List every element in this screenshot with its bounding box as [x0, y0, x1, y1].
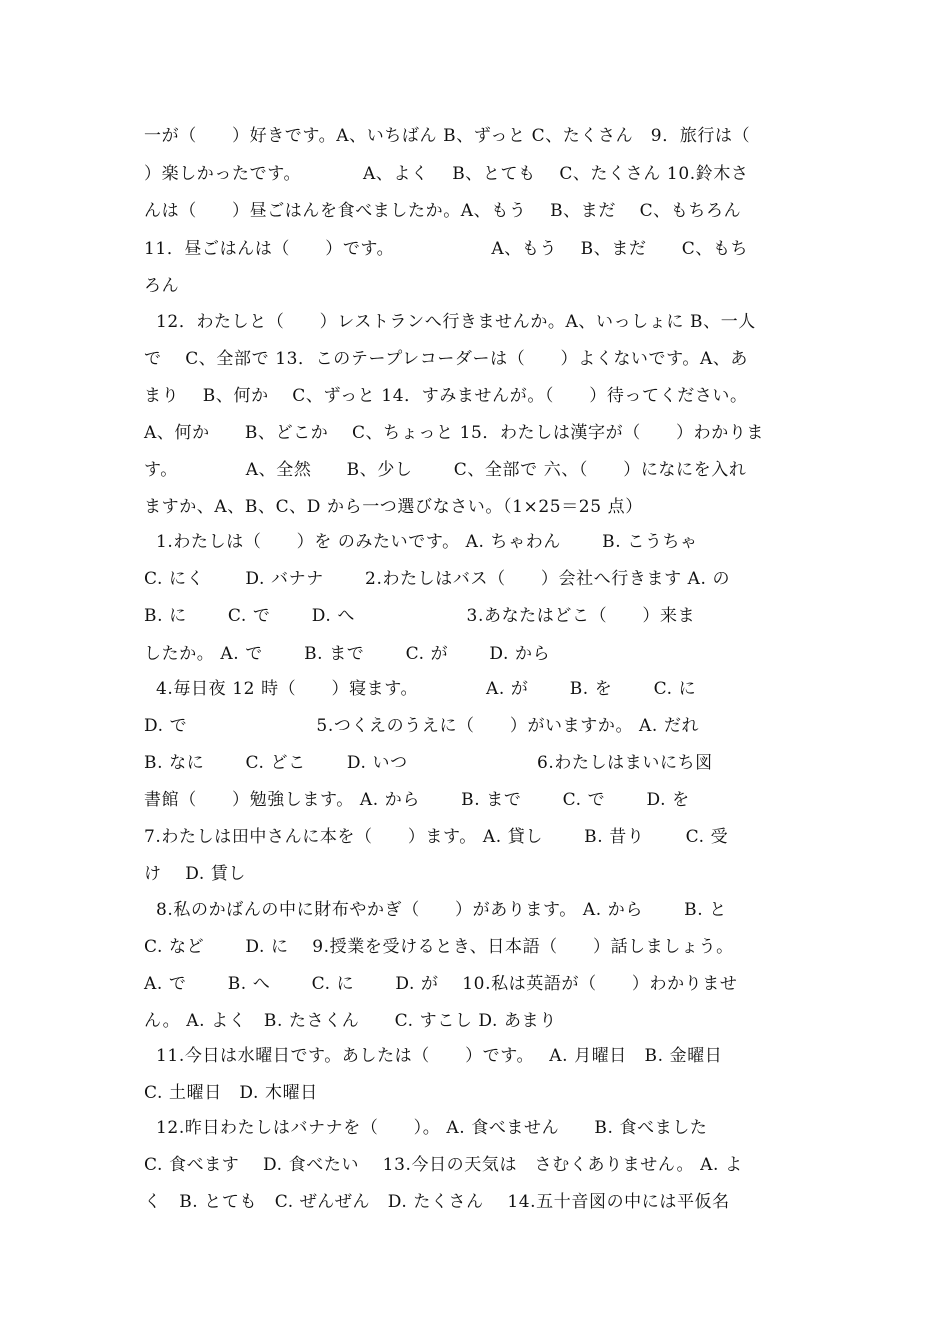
text-line: C. 食べます D. 食べたい 13.今日の天気は さむくありません。 A. よ [144, 1155, 743, 1175]
text-line: A、何か B、どこか C、ちょっと 15．わたしは漢字が（ ）わかりま [144, 423, 765, 443]
text-line: 書館（ ）勉強します。 A. から B. まで C. で D. を [144, 790, 690, 810]
text-line: C. など D. に 9.授業を受けるとき、日本語（ ）話しましょう。 [144, 937, 734, 957]
text-line: D. で 5.つくえのうえに（ ）がいますか。 A. だれ [144, 716, 700, 736]
text-line: したか。 A. で B. まで C. が D. から [144, 644, 551, 664]
text-line: ん。 A. よく B. たさくん C. すこし D. あまり [144, 1011, 557, 1031]
text-line: ）楽しかったです。 A、よく B、とても C、たくさん 10.鈴木さ [144, 164, 749, 184]
text-line: B. に C. で D. へ 3.あなたはどこ（ ）来ま [144, 606, 696, 626]
text-line: ろん [144, 276, 180, 296]
text-line: 4.毎日夜 12 時（ ）寝ます。 A. が B. を C. に [144, 679, 697, 699]
text-line: 7.わたしは田中さんに本を（ ）ます。 A. 貸し B. 昔り C. 受 [144, 827, 729, 847]
text-line: 11.今日は水曜日です。あしたは（ ）です。 A. 月曜日 B. 金曜日 [144, 1046, 723, 1066]
text-line: 一が（ ）好きです。A、いちばん B、ずっと C、たくさん 9．旅行は（ [144, 126, 751, 146]
text-line: 11．昼ごはんは（ ）です。 A、もう B、まだ C、もち [144, 239, 749, 259]
text-line: A. で B. へ C. に D. が 10.私は英語が（ ）わかりませ [144, 974, 738, 994]
text-line: す。 A、全然 B、少し C、全部で 六、（ ）になにを入れ [144, 460, 747, 480]
text-line: んは（ ）昼ごはんを食べましたか。A、もう B、まだ C、もちろん [144, 201, 742, 221]
text-line: 12．わたしと（ ）レストランへ行きませんか。A、いっしょに B、一人 [144, 312, 756, 332]
text-line: で C、全部で 13．このテープレコーダーは（ ）よくないです。A、あ [144, 349, 749, 369]
text-line: け D. 賃し [144, 864, 247, 884]
text-line: 12.昨日わたしはバナナを（ ）。 A. 食べません B. 食べました [144, 1118, 708, 1138]
text-line: ますか、A、B、C、D から一つ選びなさい。（1×25＝25 点） [144, 497, 643, 517]
text-line: B. なに C. どこ D. いつ 6.わたしはまいにち図 [144, 753, 713, 773]
text-line: C. にく D. バナナ 2.わたしはバス（ ）会社へ行きます A. の [144, 569, 731, 589]
text-line: C. 土曜日 D. 木曜日 [144, 1083, 318, 1103]
text-line: 1.わたしは（ ）を のみたいです。 A. ちゃわん B. こうちゃ [144, 532, 698, 552]
text-line: 8.私のかばんの中に財布やかぎ（ ）があります。 A. から B. と [144, 900, 727, 920]
text-line: まり B、何か C、ずっと 14．すみませんが。（ ）待ってください。 [144, 386, 748, 406]
text-line: く B. とても C. ぜんぜん D. たくさん 14.五十音図の中には平仮名 [144, 1192, 730, 1212]
